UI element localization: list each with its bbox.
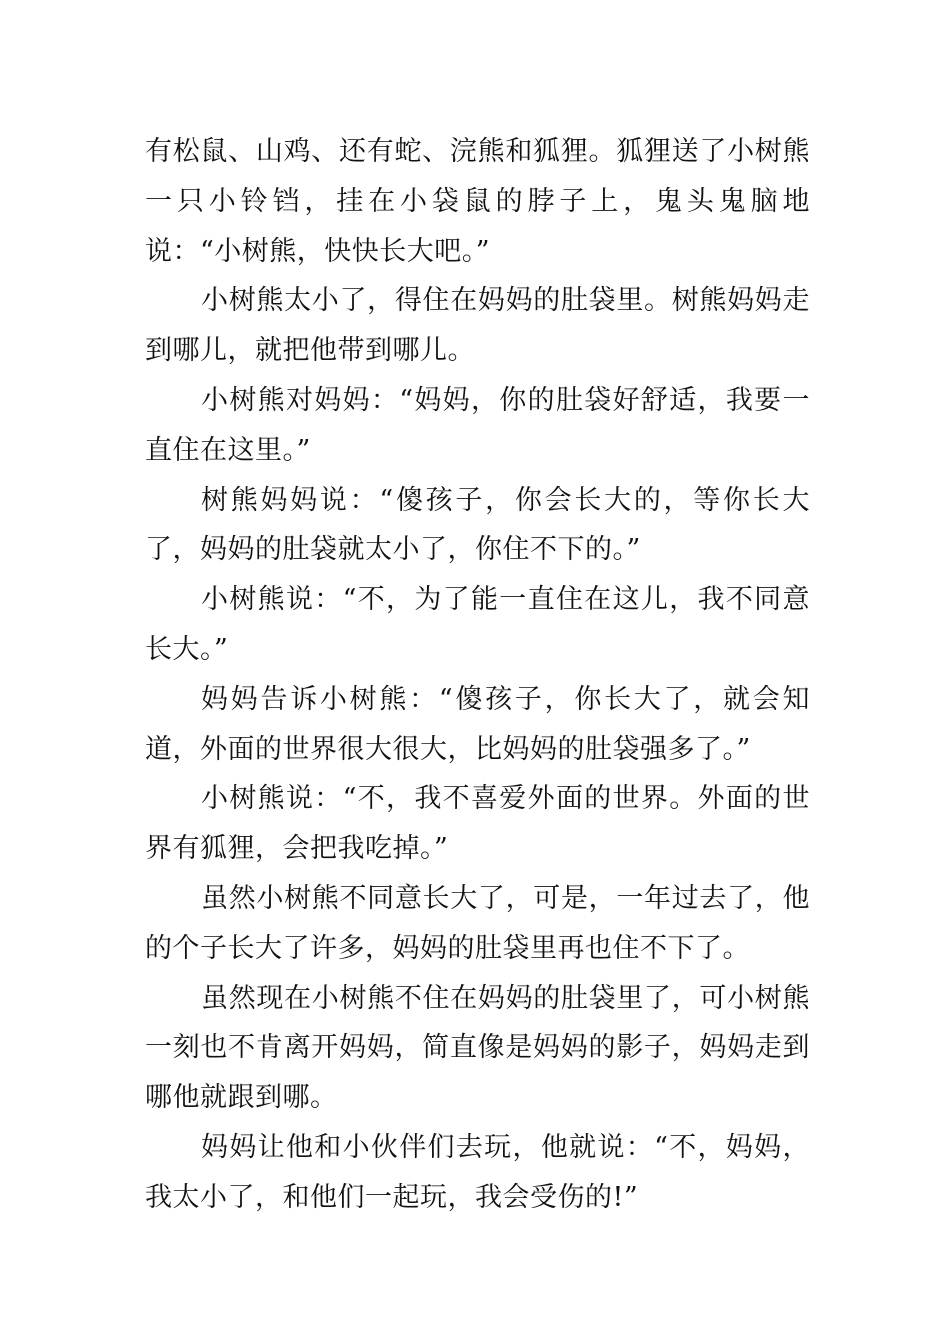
paragraph-6: 妈妈告诉小树熊：“傻孩子，你长大了，就会知道，外面的世界很大很大，比妈妈的肚袋强多了。”	[145, 683, 810, 765]
paragraph-8: 虽然小树熊不同意长大了，可是，一年过去了，他的个子长大了许多，妈妈的肚袋里再也住不下了。	[145, 882, 810, 964]
paragraph-2: 小树熊太小了，得住在妈妈的肚袋里。树熊妈妈走到哪儿，就把他带到哪儿。	[145, 285, 810, 367]
paragraph-4: 树熊妈妈说：“傻孩子，你会长大的，等你长大了，妈妈的肚袋就太小了，你住不下的。”	[145, 484, 810, 566]
paragraph-3: 小树熊对妈妈：“妈妈，你的肚袋好舒适，我要一直住在这里。”	[145, 384, 810, 466]
paragraph-5: 小树熊说：“不，为了能一直住在这儿，我不同意长大。”	[145, 584, 810, 665]
paragraph-1: 有松鼠、山鸡、还有蛇、浣熊和狐狸。狐狸送了小树熊一只小铃铛，挂在小袋鼠的脖子上，鬼头鬼脑地说：“小树熊，快快长大吧。”	[145, 136, 810, 267]
story-text	[145, 127, 810, 1223]
paragraph-9: 虽然现在小树熊不住在妈妈的肚袋里了，可小树熊一刻也不肯离开妈妈，简直像是妈妈的影子，妈妈走到哪他就跟到哪。	[145, 982, 810, 1114]
paragraph-7: 小树熊说：“不，我不喜爱外面的世界。外面的世界有狐狸，会把我吃掉。”	[145, 783, 810, 865]
paragraph-10: 妈妈让他和小伙伴们去玩，他就说：“不，妈妈，我太小了，和他们一起玩，我会受伤的!”	[145, 1131, 810, 1213]
